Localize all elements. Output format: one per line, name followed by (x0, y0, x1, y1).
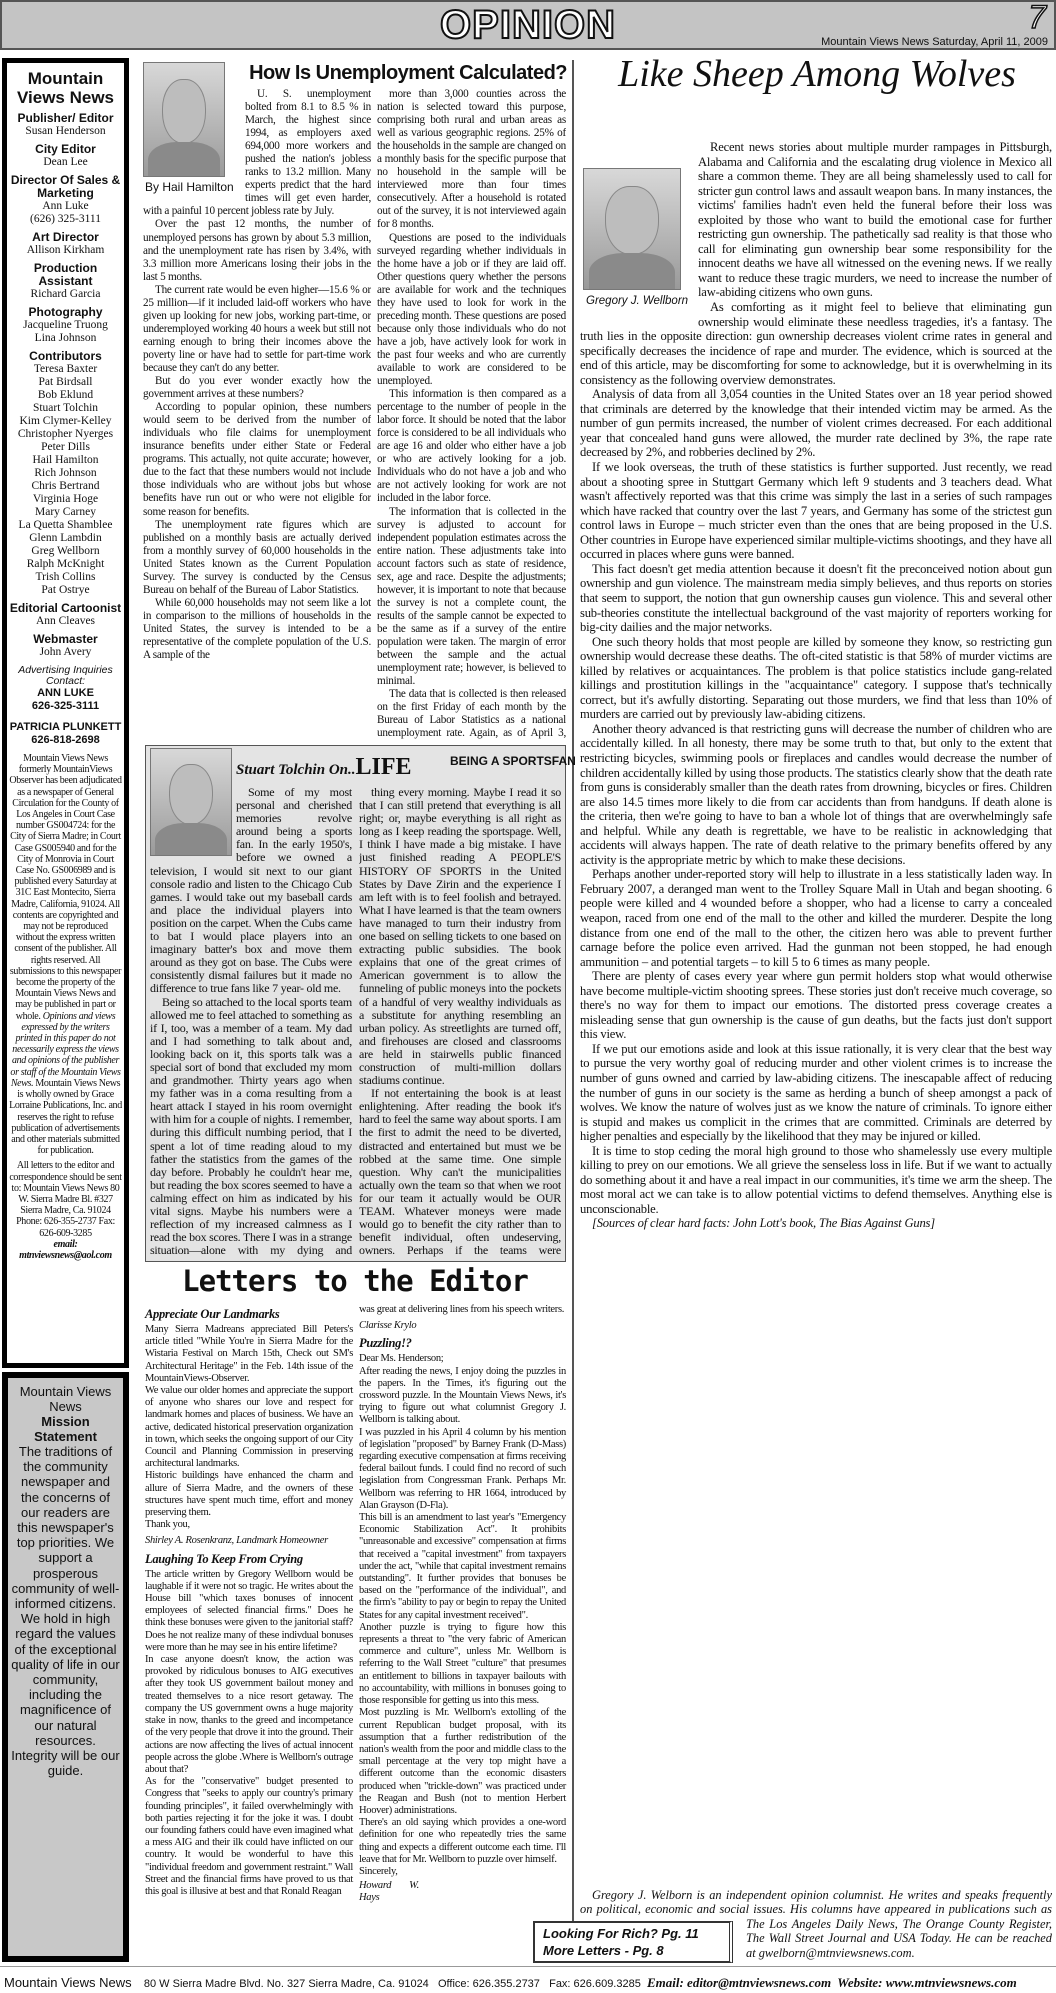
footer-address: 80 W Sierra Madre Blvd. No. 327 Sierra Madre, Ca. 91024 (143, 1978, 429, 1990)
staff-role: Director Of Sales & Marketing (10, 173, 121, 200)
staff-role: Editorial Cartoonist (9, 601, 122, 615)
letter-signature: Shirley A. Rosenkranz, Landmark Homeowner (145, 1535, 328, 1547)
staff-name: Trish Collins (35, 571, 96, 583)
letters-column-1 (145, 1304, 353, 1962)
paragraph: Questions are posed to the individuals surveyed regarding whether individuals in the home have a job or if they are laid off. Other questions query whether the persons are available for work and the techniques they have used to look for work in the preceding month. These questions are posed because only those individuals who do not have a job, have actively look for work in the past four weeks and who are currently available to work are considered to be unemployed. (377, 231, 566, 388)
mission-text: The traditions of the community newspaper and the concerns of our readers are this newspaper's top priorities. We support a prosperous community of well-informed citizens. We hold in high regard the values of the exceptional quality of life in our community, including the magnificence of our natural resources. Integrity will be our guide. (11, 1444, 120, 1779)
staff-name: Mary Carney (35, 506, 96, 518)
staff-name: (626) 325-3111 (29, 213, 101, 225)
staff-name: Lina Johnson (34, 332, 97, 344)
paragraph: Another theory advanced is that restricting guns will decrease the number of children who are accidentally killed. In all honesty, there may be some truth to that, but only to the extent that restricting bicycles, swimming pools or fireplaces and candles would decrease the number of children accidentally killed by using those products. The statistics clearly show that the death rate from guns is considerably smaller than the death rates from drowning, bicycles or fires. Children are also 14.5 times more likely to die from car accidents than from handguns. If death alone is the criteria, then we're going to have to ban a whole lot of things that are overwhelmingly safe and helpful. While any death is regrettable, we have to be realistic in acknowledging that accidents will always happen. The rate of death relative to the primary benefits offered by any activity is the appropriate metric by which to make these decisions. (580, 721, 1052, 867)
letters-title: Letters to the Editor (182, 1264, 528, 1298)
paragraph: thing every morning. Maybe I read it so that I can still pretend that everything is all right; or, maybe everything is all right as long as I keep reading the sportspage. Well, I think I have made a big mistake. I have just finished reading A PEOPLE'S HISTORY OF SPORTS in the United States by Dave Zirin and the experience I am left with is to feel foolish and betrayed. What I have learned is that the team owners have managed to turn their industry from one based on selling tickets to one based on extracting public subsidies. The book explains that one of the great crimes of American government is to allow the funneling of public moneys into the pockets of a handful of very wealthy individuals as a substitute for anything resembling an urban policy. As streetlights are turned off, and firehouses are closed and classrooms are held in stairwells public financed construction of multi-million dollars stadiums continue. (359, 786, 561, 1088)
mission-statement (2, 1372, 129, 1962)
staff-name: Peter Dills (41, 441, 90, 453)
staff-list (9, 112, 122, 659)
paragraph: more than 3,000 counties across the nation is selected toward this purpose, comprising both rural and urban areas as well as various geographic regions. 25% of the households in the sample are changed on a monthly basis for the specific purpose that no household in the sample will be interviewed more than four times consecutively. After a household is rotated out of the survey, it is not interviewed again for 8 months. (377, 88, 566, 231)
staff-name: La Quetta Shamblee (18, 519, 113, 531)
column-divider (572, 60, 574, 1960)
paragraph: This bill is an amendment to last year's "Emergency Economic Stabilization Act". It prohibits "unreasonable and excessive" compensation at firms that received a "capital investment" from taxpayers under the act, "while that capital investment remains outstanding". It further provides that bonuses be based on the "performance of the individual", and the firm's "ability to pay or begin to repay the United States for any capital investment received". (359, 1512, 566, 1621)
staff-role: Art Director (32, 230, 99, 244)
staff-name: Stuart Tolchin (32, 402, 99, 414)
staff-name: Ann Luke (42, 200, 89, 212)
paragraph: The current rate would be even higher—15.6 % or 25 million—if it included laid-off workers who have given up looking for new jobs, working part-time, or underemployed working 40 hours a week but still not earning enough to bring their incomes above the poverty line or have had to settle for part-time work because they can't do any better. (143, 283, 371, 374)
staff-role: Production Assistant (33, 261, 98, 288)
email-label: email: (53, 1238, 78, 1250)
paragraph: Thank you, (145, 1519, 190, 1531)
staff-name: Virginia Hoge (32, 493, 99, 505)
author-bio (580, 1888, 1052, 1962)
paragraph: The unemployment rate figures which are published on a monthly basis are actually derived from a monthly survey of 60,000 households in the United States known as the Current Population Survey. The survey is conducted by the Census Bureau on behalf of the Bureau of Labor Statistics. (143, 518, 371, 596)
staff-name: Allison Kirkham (26, 244, 105, 256)
staff-name: Ralph McKnight (26, 558, 105, 570)
footer-website[interactable]: Website: www.mtnviewsnews.com (837, 1975, 1017, 1990)
disclaimer: Opinions and views expressed by the writers printed in this paper do not necessarily express the views and opinions of the publisher or staff of the Mountain Views News. (10, 1010, 121, 1089)
paper-date: Mountain Views News Saturday, April 11, 2009 (821, 36, 1048, 48)
ad-contact-phone: 626-818-2698 (31, 734, 100, 746)
paragraph: Historic buildings have enhanced the charm and allure of Sierra Madre, and the owners of these structures have spent much time, effort and money preserving them. (145, 1470, 353, 1519)
staff-name: Susan Henderson (25, 125, 106, 137)
staff-name: Pat Birdsall (38, 376, 93, 388)
ad-contact-phone: 626-325-3111 (31, 700, 100, 712)
article-column-2 (377, 88, 566, 740)
paragraph: There are plenty of cases every year where gun permit holders stop what would otherwise have become multiple-victim shooting sprees. These stories just don't receive much coverage, so there's no way for them to impact our emotions. The distorted press coverage creates a misleading sense that gun ownership is the cause of gun deaths, but the facts just don't support this view. (580, 969, 1052, 1042)
paragraph: Many Sierra Madreans appreciated Bill Peters's article titled "While You're in Sierra Madre for the Wistaria Festival on March 15th, Check out SM's Architectural Heritage" in the Feb. 14th issue of the MountainViews-Observer. (145, 1324, 353, 1384)
more-letters-link[interactable]: More Letters - Pg. 8 (543, 1943, 664, 1958)
paragraph: But do you ever wonder exactly how the government arrives at these numbers? (143, 375, 371, 401)
wellborn-title: Like Sheep Among Wolves (618, 53, 1016, 95)
staff-role: Contributors (29, 349, 102, 363)
article-title: How Is Unemployment Calculated? (249, 62, 567, 84)
title-prefix: Stuart Tolchin On.. (236, 762, 356, 778)
paragraph: Most puzzling is Mr. Wellborn's extolling of the current Republican budget proposal, with its assumption that a further redistribution of the nation's wealth from the poor and middle class to the small percentage at the very top might have a different outcome than the economic disasters produced when "trickle-down" was practiced under the Reagan and Bush (not to mention Herbert Hoover) administrations. (359, 1707, 566, 1816)
staff-name: Bob Eklund (37, 389, 94, 401)
mission-paper-name: Mountain Views News (19, 1384, 112, 1414)
paragraph: Analysis of data from all 3,054 counties in the United States over an 18 year period showed that criminals are deterred by the knowledge that their intended victim may be armed. As the number of gun permits increased, the number of violent crimes decreased. For each additional year that concealed hand guns were allowed, the murder rate declined by 3%, the rape rate decreased by 2%, and robberies declined by 2%. (580, 387, 1052, 460)
looking-for-rich-link[interactable]: Looking For Rich? Pg. 11 (543, 1926, 699, 1941)
paragraph: The data that is collected is then released on the first Friday of each month by the Bureau of Labor Statistics as a national unemployment rate. Again, as of April 3, (377, 688, 566, 740)
section-title: OPINION (440, 3, 616, 47)
staff-name: Teresa Baxter (33, 363, 98, 375)
paragraph: While 60,000 households may not seem like a lot in comparison to the millions of households in the United States, the survey is intended to be a representative of the complete population of the U.S. A sample of the (143, 596, 371, 662)
tolchin-column-2 (359, 786, 561, 1258)
paragraph: U. S. unemployment bolted from 8.1 to 8.5 % in March, the highest since 1994, as employers axed 694,000 more workers and pushed the nation's jobless ranks to 13.2 million. Many experts predict that the hard times will get even harder, with a painful 10 percent jobless rate by July. (143, 88, 371, 218)
paragraph: The information that is collected in the survey is adjusted to account for independent population estimates across the entire nation. These adjustments take into account factors such as state of residence, sex, age and race. Despite the adjustments; however, it is important to note that because the survey is not a complete count, the results of the sample cannot be expected to be the same as if a survey of the entire population were taken. The margin of error between the sample and the actual unemployment rate; however, is believed to minimal. (377, 505, 566, 688)
paragraph: One such theory holds that most people are killed by someone they know, so restricting gun ownership would decrease these deaths. The oft-cited statistic is that 58% of murder victims are killed by relatives or acquaintances. The problem is that police statistics include gang-related killings and prostitution killings in the "acquaintance" category. I suppose that's technically correct, but it's awfully distorting. Separating out those murders, we find that less than 10% of murders are carried out by previously law-abiding citizens. (580, 634, 1052, 722)
paragraph: In case anyone doesn't know, the action was provoked by ridiculous bonuses to AIG executives after they took US government bailout money and treated themselves to a nice resort getaway. The company the US government owns a huge majority stake in now, thanks to the greed and incompetance of the very people that drove it into the ground. Their actions are now affecting the lives of actual innocent people across the globe .Where is Wellborn's outrage about that? (145, 1654, 353, 1775)
paragraph: It is time to stop ceding the moral high ground to those who shamelessly use every multiple killing to prey on our emotions. We all grieve the senseless loss in life. But if we want to actually do something about it and have a real impact in our communities, it's time we arm the sheep. The most moral act we can take is to allow potential victims to defend themselves. Anything else is unconscionable. (580, 1143, 1052, 1216)
paragraph: As comforting as it might feel to believe that eliminating gun ownership would eliminate these needless tragedies, it's a fantasy. The truth lies in the opposite direction: gun ownership decreases violent crime rates in general and specifically decreases the incidence of rape and murder. The evidence, which is sourced at the end of this article, may be discomforting for some to acknowledge, but it is overwhelming in its consistency as the following overview demonstrates. (580, 300, 1052, 387)
photo-caption: Gregory J. Wellborn (586, 295, 689, 307)
paragraph: Another puzzle is trying to figure how this represents a threat to "the very fabric of American commerce and culture", unless Mr. Wellborn is referring to the Wall Street "culture" that presumes an entitlement to billions in taxpayer bailouts with no accountability, with millions in bonuses going to those responsible for getting us into this mess. (359, 1621, 566, 1707)
mission-title: Mission Statement (34, 1414, 97, 1444)
masthead-paper-name: Mountain Views News (16, 69, 115, 107)
letters-info: All letters to the editor and correspondence should be sent to: Mountain Views News 80 W. Sierra Madre Bl. #327 Sierra Madre, Ca. 91024 Phone: 626-355-2737 Fax: 626-609-3285 (9, 1160, 122, 1239)
paragraph: As for the "conservative" budget presented to Congress that "seeks to apply our country's primary founding principles", it failed overwhelmingly with both parties rejecting it for the joke it was. I doubt our founding fathers could have even imagined what a mess AIG and their ilk could have inflicted on our country. It would be wonderful to have this "individual freedom and government restraint." Wall Street and the financial firms have proved to us that this goal is illusive at best and that Ronald Reagan (145, 1776, 353, 1897)
staff-name: Ann Cleaves (35, 615, 96, 627)
author-bio-text: Gregory J. Welborn is an independent opinion columnist. He writes and speaks frequently on political, economic and social issues. His columns have appeared in publications such as The Los Angeles Daily News, The Orange County Register, The Wall Street Journal and USA Today. He can be reached at gwelborn@mtnviewsnews.com. (580, 1888, 1052, 1960)
tolchin-column-1 (150, 786, 352, 1258)
paragraph: Perhaps another under-reported story will help to illustrate in a less statistically laden way. In February 2007, a deranged man went to the Trolley Square Mall in Utah and began shooting. 6 people were killed and 4 wounded before a shopper, who had a license to carry a concealed weapon, raced from one end of the mall to the other and killed the murderer. Despite the long distance from one end of the mall to the other, the citizen hero was able to prevent further carnage before the police even arrived. Had the gunman not been stopped, he had enough ammunition – and potential targets – to kill 5 to 6 times as many people. (580, 867, 1052, 969)
page-header (0, 0, 1056, 50)
letter-signature: Howard W. Hays (359, 1880, 419, 1904)
staff-role: Publisher/ Editor (17, 111, 114, 125)
paragraph: Dear Ms. Henderson; (359, 1353, 444, 1365)
staff-role: City Editor (35, 142, 96, 156)
title-main: LIFE (355, 754, 412, 780)
letters-column-2 (359, 1304, 566, 1962)
staff-role: Webmaster (33, 632, 98, 646)
staff-name: Hail Hamilton (32, 454, 99, 466)
paragraph: If we look overseas, the truth of these statistics is further supported. Just recently, we read about a shooting spree in Stuttgart Germany which left 9 students and 3 teachers dead. What wasn't affectively reported was that this crime was simply the last in a series of such rampages which have racked that country over the last 7 years, and Germany has some of the strictest gun control laws in Europe – much stricter even than the ones that are being proposed in the U.S. Other countries in Europe have experienced similar multiple-victims shootings, and they have all occurred in places where guns were banned. (580, 460, 1052, 562)
paragraph: Sincerely, (359, 1865, 398, 1877)
masthead (2, 58, 129, 1368)
tolchin-subtitle: BEING A SPORTSFAN (450, 754, 576, 768)
staff-name: Christopher Nyerges (17, 428, 114, 440)
legal-notice (9, 753, 122, 1156)
ad-contact: PATRICIA PLUNKETT (9, 721, 122, 733)
paragraph: Over the past 12 months, the number of unemployed persons has grown by about 5.3 million, and the unemployment rate has risen by 3.4%, with 3.3 million more Americans losing their jobs in the last 5 months. (143, 218, 371, 283)
footer-fax: Fax: 626.609.3285 (549, 1978, 641, 1990)
email-link[interactable]: mtnviewsnews@aol.com (19, 1249, 112, 1261)
staff-name: Greg Wellborn (31, 545, 100, 557)
staff-role: Photography (28, 305, 103, 319)
staff-name: Jacqueline Truong (23, 319, 108, 331)
staff-name: Chris Bertrand (31, 480, 100, 492)
paragraph: This fact doesn't get media attention because it doesn't fit the preconceived notion about gun ownership and gun violence. The mainstream media simply believes, and thus reports on stories that seem to support, the notion that gun ownership causes gun violence. This and several other sub-theories constitute the intellectual background of the vast majority of reporters working for big-city dailies and the major networks. (580, 561, 1052, 635)
tolchin-title (236, 752, 412, 785)
footer-office-phone: Office: 626.355.2737 (437, 1978, 540, 1990)
staff-name: John Avery (39, 646, 92, 658)
paragraph: If not entertaining the book is at least enlightening. After reading the book it's hard to feel the same way about sports. I am the first to admit the need to be diverted, distracted and entertained but must we be robbed at the same time. One simple question. Why can't the municipalities actually own the team so that when we root for our team it actually would be OUR TEAM. Whatever moneys were made would go to benefit the city rather than to benefit individual, often undeserving, owners. Perhaps if the teams were (359, 1086, 561, 1258)
article-column-1 (143, 88, 371, 740)
paragraph: Some of my most personal and cherished memories revolve around being a sports fan. In the early 1950's, before we owned a television, I would sit next to our giant console radio and listen to the Chicago Cub games. I would take out my baseball cards and place the individual players into position on the carpet. When the Cubs came to bat I would place players into an imaginary batter's box and move them around as they got on base. The Cubs were consistently dismal failures but it made no difference to true fans like 7 year- old me. (150, 786, 352, 996)
page-footer (0, 1966, 1056, 1993)
footer-paper-name: Mountain Views News (4, 1975, 132, 1990)
paragraph: If we put our emotions aside and look at this issue rationally, it is very clear that the best way to pursue the very worthy goal of reducing murder and other violent crimes is to increase the number of guns owned and carried by law-abiding citizens. The inescapable affect of reducing the number of guns in our society is the same as herding a bunch of sheep amongst a pack of wolves. We know the nature of wolves just as we know the nature of criminals. To ignore either is stupid and makes us complicit in the crimes that are committed. Criminals are deterred by higher penalties and especially by the likelihood that they may be injured or killed. (580, 1041, 1052, 1144)
paragraph: There's an old saying which provides a one-word definition for one who repeatedly tries the same thing and expects a different outcome each time. I'll leave that for Mr. Wellborn to puzzle over himself. (359, 1817, 566, 1865)
paragraph: According to popular opinion, these numbers would seem to be derived from the number of individuals who file claims for unemployment insurance benefits under either State or Federal programs. This actually, not quite accurate; however, due to the fact that these numbers would not include those individuals who are without jobs but whose benefits have run out or who were not eligible for some reason for benefits. (143, 401, 371, 518)
byline: By Hail Hamilton (145, 180, 234, 194)
staff-name: Kim Clymer-Kelley (19, 415, 112, 427)
paragraph: I was puzzled in his April 4 column by his mention of legislation "proposed" by Barney Frank (D-Mass) regarding executive compensation at firms receiving federal bailout funds. I could find no record of such legislation from Congressman Frank. Perhaps Mr. Wellborn was referring to HR 1664, introduced by Alan Grayson (D-Fla). (359, 1426, 566, 1511)
letter-paragraph: was great at delivering lines from his speech writers. (359, 1304, 565, 1315)
ownership-notice: Mountain Views News is wholly owned by Grace Lorraine Publications, Inc. and reserves the right to refuse publication of advertisements and other materials submitted for publication. (9, 1077, 122, 1157)
legal-text: Mountain Views News formerly MountainViews Observer has been adjudicated as a newspaper of General Circulation for the County of Los Angeles in Court Case number GS004724: for the City of Sierra Madre; in Court Case GS005940 and for the City of Monrovia in Court Case No. GS006989 and is published every Saturday at 31C East Montecito, Sierra Madre, California, 91024. All contents are copyrighted and may not be reproduced without the express written consent of the publisher. All rights reserved. All submissions to this newspaper become the property of the Mountain Views News and may be published in part or whole. (9, 753, 122, 1022)
paragraph: This information is then compared as a percentage to the number of people in the labor force. It should be noted that the labor force is considered to be all individuals who are age 16 and older who either have a job or who are actively looking for a job. Individuals who do not have a job and who are not actively looking for work are not included in the labor force. (377, 388, 566, 505)
ad-inquiries-label: Advertising Inquiries Contact: (18, 664, 113, 687)
staff-name: Glenn Lambdin (29, 532, 102, 544)
paragraph: We value our older homes and appreciate the support of anyone who shares our love and respect for landmark homes and places of business. We have an active, dedicated historical preservation organization in town, which seeks the ongoing support of our City Council and Planning Commission in preserving architectural landmarks. (145, 1385, 353, 1470)
ad-contact: ANN LUKE (37, 687, 94, 699)
letter-heading: Appreciate Our Landmarks (145, 1307, 280, 1321)
staff-name: Rich Johnson (34, 467, 97, 479)
staff-name: Dean Lee (43, 156, 88, 168)
letter-signature: Clarisse Krylo (359, 1320, 417, 1332)
sources-note: [Sources of clear hard facts: John Lott's book, The Bias Against Guns] (592, 1216, 935, 1231)
letter-heading: Puzzling!? (359, 1336, 412, 1351)
paragraph: The article written by Gregory Wellborn would be laughable if it were not so tragic. He writes about the House bill "which taxes bonuses of innocent employees of selected financial firms." Does he think these bonuses were given to the janitorial staff? Does he not realize many of these indivdual bonuses were more than he may see in his entire lifetime? (145, 1568, 353, 1653)
footer-email[interactable]: Email: editor@mtnviewsnews.com (646, 1975, 832, 1990)
page-number: 7 (1028, 0, 1046, 35)
paragraph: After reading the news, I enjoy doing the puzzles in the papers. In the Times, it's figuring out the crossword puzzle. In the Mountain Views News, it's trying to figure out what columnist Gregory J. Wellborn is talking about. (359, 1365, 566, 1426)
wellborn-column (580, 140, 1052, 1884)
staff-name: Richard Garcia (30, 288, 101, 300)
paragraph: Recent news stories about multiple murder rampages in Pittsburgh, Alabama and California and the escalating drug violence in Mexico all share a common theme. They are all being shamelessly used to call for stricter gun control laws and assault weapon bans. In many instances, the victims' families hadn't even held the funeral before their loss was exploited by those who want to build the emotional case for further restricting gun ownership. The pathetically sad reality is that those who call for eliminating gun ownership bear some responsibility for the innocent deaths we have all witnessed on the evening news. If we really want to reduce these tragic murders, we need to increase the number of law-abiding citizens who own guns. (698, 140, 1052, 300)
letter-heading: Laughing To Keep From Crying (145, 1551, 303, 1566)
staff-name: Pat Ostrye (41, 584, 90, 596)
paragraph: Being so attached to the local sports team allowed me to feel attached to something as if I, too, was a member of a team. My dad and I had something to talk about and, looking back on it, this sports talk was a special sort of bond that excluded my mom and grandmother. Thirty years ago when my father was in a coma resulting from a heart attack I stayed in his room overnight with him for a couple of nights. I remember, during this difficult numbing period, that I spent a lot of time reading aloud to my father the statistics from the games of the day before. Probably he couldn't hear me, but reading the box scores seemed to have a calming effect on him as indicated by his vital signs. Maybe his numbers were a reflection of my increased calmness as I read the box scores. There I was in a strange situation—alone with my dying and (150, 994, 352, 1258)
